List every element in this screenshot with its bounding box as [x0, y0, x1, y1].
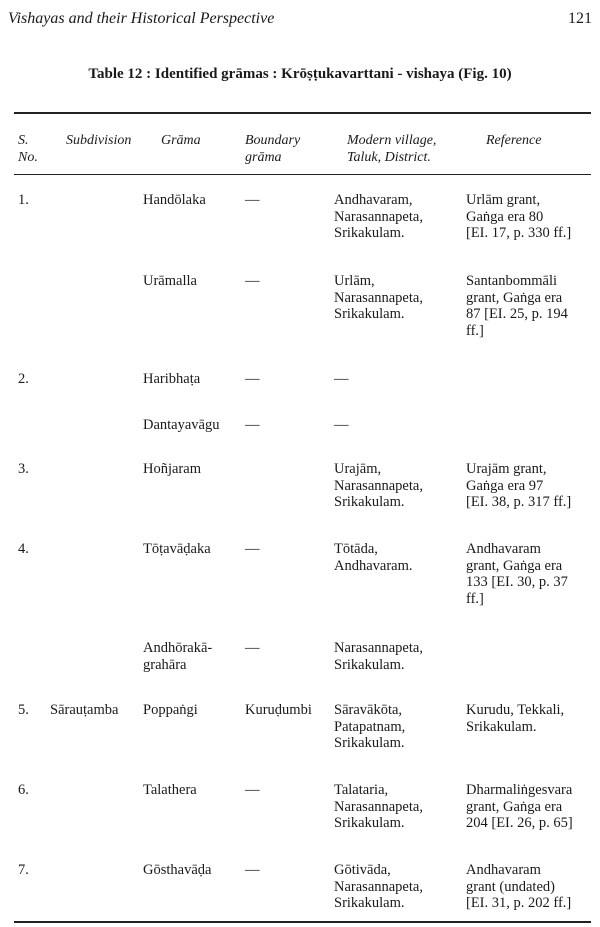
cell-modern-line: Narasannapeta,	[334, 477, 423, 494]
cell-modern-line: Srikakulam.	[334, 656, 405, 673]
cell-modern-line: Narasannapeta,	[334, 289, 423, 306]
cell-reference-line: ff.]	[466, 322, 484, 339]
cell-reference	[466, 782, 573, 832]
cell-modern-line: Andhavaram.	[334, 557, 413, 574]
column-header-reference	[486, 132, 541, 149]
cell-reference	[466, 461, 571, 511]
cell-reference-line: grant, Gaṅga era	[466, 557, 563, 574]
cell-grama	[143, 702, 198, 719]
cell-grama-line: Dantayavāgu	[143, 417, 220, 433]
cell-boundary	[245, 640, 260, 657]
cell-sno	[18, 541, 29, 558]
cell-reference-line: grant, Gaṅga era	[466, 289, 563, 306]
cell-sno-line: 4.	[18, 541, 29, 557]
cell-sno	[18, 371, 29, 388]
cell-reference-line: Gaṅga era 97	[466, 477, 544, 494]
cell-reference	[466, 702, 564, 735]
cell-sno-line: 1.	[18, 192, 29, 208]
cell-reference-line: 87 [EI. 25, p. 194	[466, 306, 568, 322]
cell-reference-line: Dharmaliṅgesvara	[466, 782, 573, 798]
cell-modern-line: Gōtivāda,	[334, 862, 391, 878]
cell-grama-line: Poppaṅgi	[143, 702, 198, 718]
cell-boundary-line: —	[245, 541, 260, 557]
cell-boundary	[245, 702, 312, 719]
cell-modern-line: Patapatnam,	[334, 718, 406, 735]
cell-grama	[143, 192, 206, 209]
column-header-subdivision	[66, 132, 131, 149]
table-top-rule	[14, 112, 591, 114]
cell-boundary-line: —	[245, 192, 260, 208]
cell-modern-line: Srikakulam.	[334, 225, 405, 241]
cell-boundary-line: —	[245, 862, 260, 878]
cell-modern	[334, 541, 413, 574]
cell-reference	[466, 192, 571, 242]
column-header-line: Boundary	[245, 133, 301, 148]
cell-boundary	[245, 371, 260, 388]
column-header-line: Subdivision	[66, 133, 132, 148]
cell-modern-line: Narasannapeta,	[334, 640, 423, 656]
cell-grama	[143, 862, 211, 879]
cell-sno	[18, 862, 29, 879]
table-bottom-rule	[14, 921, 591, 923]
cell-grama	[143, 371, 200, 388]
cell-modern	[334, 273, 423, 323]
column-header-line: No.	[18, 150, 38, 165]
cell-grama-line: Talathera	[143, 782, 197, 798]
cell-boundary-line: —	[245, 417, 260, 433]
cell-subdivision-line: Sārauṭamba	[50, 702, 119, 718]
cell-modern-line: Srikakulam.	[334, 494, 405, 510]
column-header-line: S.	[18, 133, 29, 148]
column-header-line: Reference	[486, 133, 542, 148]
cell-grama	[143, 640, 212, 673]
table-title: Table 12 : Identified grāmas : Krōṣṭukavarttani - vishaya (Fig. 10)	[88, 66, 512, 82]
cell-modern	[334, 461, 423, 511]
cell-reference-line: [EI. 38, p. 317 ff.]	[466, 494, 572, 510]
cell-modern	[334, 640, 423, 673]
running-header	[8, 10, 592, 32]
page-number: 121	[568, 10, 592, 27]
cell-sno-line: 3.	[18, 461, 29, 477]
cell-sno	[18, 782, 29, 799]
cell-boundary-line: —	[245, 273, 260, 289]
cell-modern	[334, 862, 423, 912]
cell-modern-line: Urlām,	[334, 273, 375, 289]
cell-reference-line: 133 [EI. 30, p. 37	[466, 574, 568, 590]
cell-boundary	[245, 782, 260, 799]
cell-boundary-line: —	[245, 640, 260, 656]
cell-reference-line: Urajām grant,	[466, 461, 547, 477]
cell-modern	[334, 782, 423, 832]
cell-sno-line: 7.	[18, 862, 29, 878]
cell-sno-line: 6.	[18, 782, 29, 798]
column-header-boundary	[245, 132, 300, 166]
cell-grama-line: Hoñjaram	[143, 461, 201, 477]
cell-reference-line: grant (undated)	[466, 878, 555, 895]
cell-boundary	[245, 273, 260, 290]
cell-grama-line: Tōṭavāḍaka	[143, 541, 211, 557]
cell-grama	[143, 461, 201, 478]
cell-grama	[143, 273, 197, 290]
column-header-sno	[18, 132, 38, 166]
cell-modern-line: Narasannapeta,	[334, 798, 423, 815]
cell-reference	[466, 273, 568, 339]
cell-reference-line: Andhavaram	[466, 541, 541, 557]
running-title: Vishayas and their Historical Perspective	[8, 10, 275, 27]
cell-modern	[334, 417, 349, 434]
cell-reference-line: Gaṅga era 80	[466, 208, 544, 225]
cell-reference-line: Kurudu, Tekkali,	[466, 702, 565, 718]
cell-modern-line: Urajām,	[334, 461, 382, 477]
cell-modern-line: Srikakulam.	[334, 306, 405, 322]
cell-grama-line: Haribhaṭa	[143, 371, 201, 387]
cell-reference-line: Santanbommāli	[466, 273, 558, 289]
cell-modern	[334, 192, 423, 242]
cell-grama	[143, 417, 220, 434]
column-header-line: Grāma	[161, 133, 201, 148]
cell-modern-line: —	[334, 417, 349, 433]
cell-modern-line: Srikakulam.	[334, 815, 405, 831]
cell-reference	[466, 541, 568, 607]
cell-grama-line: Andhōrakā-	[143, 640, 213, 656]
cell-modern	[334, 702, 405, 752]
column-header-line: Taluk, District.	[347, 150, 431, 165]
cell-reference-line: [EI. 31, p. 202 ff.]	[466, 895, 572, 911]
cell-reference-line: Srikakulam.	[466, 718, 537, 735]
cell-reference-line: Andhavaram	[466, 862, 541, 878]
cell-modern-line: Narasannapeta,	[334, 878, 423, 895]
column-header-modern	[347, 132, 436, 166]
cell-grama	[143, 541, 211, 558]
cell-modern-line: Talataria,	[334, 782, 389, 798]
cell-reference-line: 204 [EI. 26, p. 65]	[466, 815, 573, 831]
cell-modern-line: Sāravākōta,	[334, 702, 403, 718]
cell-sno	[18, 461, 29, 478]
cell-sno-line: 5.	[18, 702, 29, 718]
cell-boundary	[245, 541, 260, 558]
cell-grama-line: grahāra	[143, 656, 187, 673]
cell-sno-line: 2.	[18, 371, 29, 387]
cell-grama	[143, 782, 197, 799]
cell-grama-line: Handōlaka	[143, 192, 206, 208]
cell-reference-line: [EI. 17, p. 330 ff.]	[466, 225, 572, 241]
cell-boundary-line: Kuruḍumbi	[245, 702, 312, 718]
cell-modern-line: Srikakulam.	[334, 895, 405, 911]
cell-sno	[18, 192, 29, 209]
cell-reference-line: ff.]	[466, 590, 484, 607]
cell-modern-line: —	[334, 371, 349, 387]
cell-grama-line: Urāmalla	[143, 273, 197, 289]
cell-modern-line: Tōtāda,	[334, 541, 378, 557]
cell-boundary	[245, 862, 260, 879]
cell-reference-line: grant, Gaṅga era	[466, 798, 563, 815]
cell-grama-line: Gōsthavāḍa	[143, 862, 212, 878]
cell-modern	[334, 371, 349, 388]
column-header-line: grāma	[245, 150, 282, 165]
cell-modern-line: Andhavaram,	[334, 192, 413, 208]
cell-reference-line: Urlām grant,	[466, 192, 541, 208]
cell-sno	[18, 702, 29, 719]
cell-boundary-line: —	[245, 782, 260, 798]
cell-modern-line: Narasannapeta,	[334, 208, 423, 225]
column-header-grama	[161, 132, 201, 149]
cell-subdivision	[50, 702, 118, 719]
cell-modern-line: Srikakulam.	[334, 735, 405, 751]
cell-boundary	[245, 417, 260, 434]
column-header-line: Modern village,	[347, 133, 437, 148]
cell-boundary-line: —	[245, 371, 260, 387]
cell-reference	[466, 862, 571, 912]
table-header-rule	[14, 174, 591, 175]
cell-boundary	[245, 192, 260, 209]
